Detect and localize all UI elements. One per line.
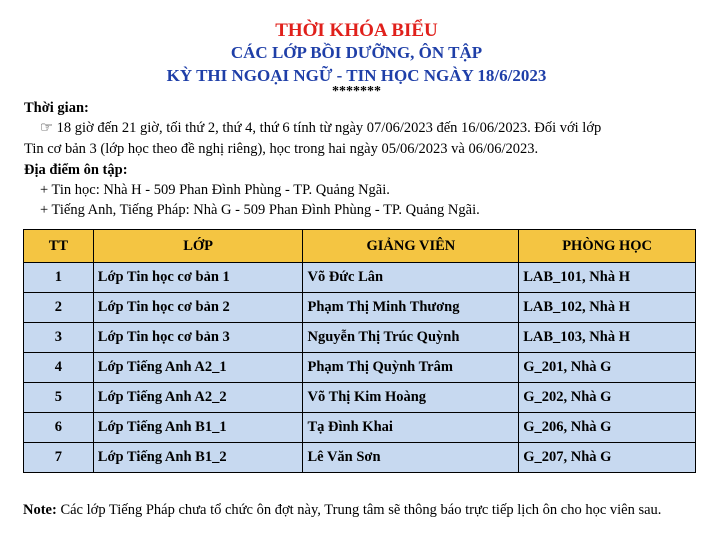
cell-class: Lớp Tin học cơ bản 2: [93, 293, 303, 323]
header-class: LỚP: [93, 230, 303, 263]
table-row: [24, 383, 696, 413]
cell-class: Lớp Tiếng Anh A2_1: [93, 353, 303, 383]
table-header-row: [24, 230, 696, 263]
cell-tt: 5: [24, 383, 94, 413]
header-lecturer: GIẢNG VIÊN: [303, 230, 519, 263]
cell-tt: 3: [24, 323, 94, 353]
note-paragraph: [23, 500, 693, 520]
cell-lecturer: Võ Thị Kim Hoàng: [303, 383, 519, 413]
table-row: [24, 413, 696, 443]
cell-room: G_202, Nhà G: [519, 383, 696, 413]
cell-lecturer: Tạ Đình Khai: [303, 413, 519, 443]
location-item-language: + Tiếng Anh, Tiếng Pháp: Nhà G - 509 Phan Đình Phùng - TP. Quảng Ngãi.: [40, 202, 480, 218]
time-line-2: Tin cơ bản 3 (lớp học theo đề nghị riêng), học trong hai ngày 05/06/2023 và 06/06/2023.: [24, 141, 539, 157]
location-item-it: + Tin học: Nhà H - 509 Phan Đình Phùng - TP. Quảng Ngãi.: [40, 182, 390, 198]
header-room: PHÒNG HỌC: [519, 230, 696, 263]
cell-lecturer: Nguyễn Thị Trúc Quỳnh: [303, 323, 519, 353]
time-text-1: 18 giờ đến 21 giờ, tối thứ 2, thứ 4, thứ 6 tính từ ngày 07/06/2023 đến 16/06/2023. Đối với lớp: [56, 120, 602, 136]
cell-room: LAB_102, Nhà H: [519, 293, 696, 323]
time-line-1: [40, 120, 601, 137]
cell-class: Lớp Tiếng Anh A2_2: [93, 383, 303, 413]
separator-stars: *******: [332, 84, 381, 99]
cell-room: LAB_103, Nhà H: [519, 323, 696, 353]
cell-class: Lớp Tin học cơ bản 3: [93, 323, 303, 353]
cell-lecturer: Phạm Thị Minh Thương: [303, 293, 519, 323]
document-title: THỜI KHÓA BIỂU: [275, 20, 438, 41]
header-tt: TT: [24, 230, 94, 263]
cell-tt: 1: [24, 263, 94, 293]
cell-class: Lớp Tin học cơ bản 1: [93, 263, 303, 293]
table-row: [24, 263, 696, 293]
table-row: [24, 353, 696, 383]
pointing-hand-icon: ☞: [40, 120, 53, 136]
document-subtitle-1: CÁC LỚP BỒI DƯỠNG, ÔN TẬP: [230, 43, 483, 62]
cell-room: G_201, Nhà G: [519, 353, 696, 383]
cell-lecturer: Phạm Thị Quỳnh Trâm: [303, 353, 519, 383]
table-row: [24, 323, 696, 353]
cell-tt: 2: [24, 293, 94, 323]
note-text: Các lớp Tiếng Pháp chưa tổ chức ôn đợt này, Trung tâm sẽ thông báo trực tiếp lịch ôn cho học viên sau.: [56, 502, 662, 518]
table-row: [24, 293, 696, 323]
document-subtitle-2: KỲ THI NGOẠI NGỮ - TIN HỌC NGÀY 18/6/2023: [166, 66, 547, 85]
table-row: [24, 443, 696, 473]
cell-class: Lớp Tiếng Anh B1_2: [93, 443, 303, 473]
location-label: Địa điểm ôn tập:: [24, 162, 128, 178]
cell-tt: 4: [24, 353, 94, 383]
cell-lecturer: Võ Đức Lân: [303, 263, 519, 293]
cell-room: G_206, Nhà G: [519, 413, 696, 443]
cell-tt: 7: [24, 443, 94, 473]
time-label: Thời gian:: [24, 100, 89, 116]
cell-tt: 6: [24, 413, 94, 443]
cell-room: G_207, Nhà G: [519, 443, 696, 473]
note-label: Note:: [23, 502, 57, 518]
cell-lecturer: Lê Văn Sơn: [303, 443, 519, 473]
cell-room: LAB_101, Nhà H: [519, 263, 696, 293]
cell-class: Lớp Tiếng Anh B1_1: [93, 413, 303, 443]
schedule-table: [23, 229, 696, 473]
